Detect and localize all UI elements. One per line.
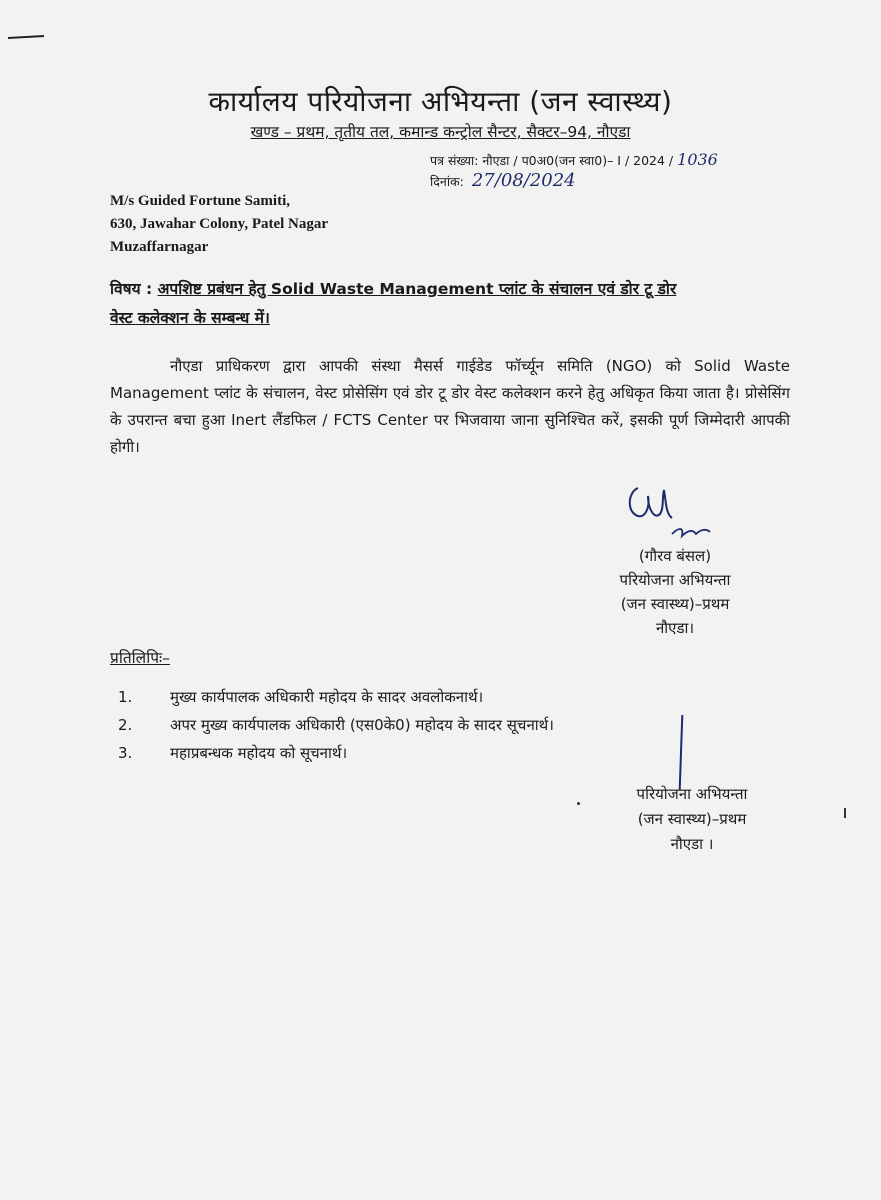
body-paragraph-block xyxy=(110,353,790,461)
ink-tick xyxy=(844,808,846,818)
subject-block xyxy=(110,275,790,333)
office-title: कार्यालय परियोजना अभियन्ता (जन स्वास्थ्य) xyxy=(208,85,673,118)
letter-number xyxy=(430,150,718,169)
signatory-city: नौएडा। xyxy=(655,619,695,637)
letter-number-handwritten: 1036 xyxy=(677,150,718,169)
date-handwritten: 27/08/2024 xyxy=(471,170,576,191)
list-item: 1. मुख्य कार्यपालक अधिकारी महोदय के सादर अवलोकनार्थ। xyxy=(118,688,484,706)
footer-city: नौएडा । xyxy=(670,835,714,853)
footer-department: (जन स्वास्थ्य)–प्रथम xyxy=(637,810,747,828)
copy-to-list xyxy=(118,683,554,767)
signatory-block xyxy=(590,544,760,640)
addressee-block xyxy=(110,190,328,259)
footer-designation: परियोजना अभियन्ता xyxy=(636,785,748,803)
addressee-line: Muzaffarnagar xyxy=(110,239,209,255)
letter-date xyxy=(430,170,576,191)
subject-text-line2: वेस्ट कलेक्शन के सम्बन्ध में। xyxy=(110,309,270,327)
ink-dot xyxy=(577,802,580,805)
signatory-name: (गौरव बंसल) xyxy=(638,547,712,565)
copy-to-heading: प्रतिलिपिः– xyxy=(110,649,170,667)
subject-label: विषय : xyxy=(110,280,153,298)
addressee-line: M/s Guided Fortune Samiti, xyxy=(110,193,291,209)
subject-text-line1: अपशिष्ट प्रबंधन हेतु Solid Waste Management प्लांट के संचालन एवं डोर टू डोर xyxy=(157,280,677,298)
footer-signatory-block xyxy=(602,782,782,857)
body-paragraph: नौएडा प्राधिकरण द्वारा आपकी संस्था मैसर्स गाईडेड फॉर्च्यून समिति (NGO) को Solid Waste Management प्लांट के संचालन, वेस्ट प्रोसेसिंग एवं डोर टू डोर वेस्ट कलेक्शन करने हेतु अधिकृत किया जाता है। प्रोसेसिंग के उपरान्त बचा हुआ Inert लैंडफिल / FCTS Center पर भिजवाया जाना सुनिश्चित करें, इसकी पूर्ण जिम्मेदारी आपकी होगी। xyxy=(110,357,790,456)
signature-scribble xyxy=(620,478,720,548)
corner-pen-mark xyxy=(8,35,44,39)
addressee-line: 630, Jawahar Colony, Patel Nagar xyxy=(110,216,329,232)
list-item: 2. अपर मुख्य कार्यपालक अधिकारी (एस0के0) महोदय के सादर सूचनार्थ। xyxy=(118,716,554,734)
signatory-department: (जन स्वास्थ्य)–प्रथम xyxy=(620,595,730,613)
list-item: 3. महाप्रबन्धक महोदय को सूचनार्थ। xyxy=(118,744,348,762)
office-address: खण्ड – प्रथम, तृतीय तल, कमान्ड कन्ट्रोल सैन्टर, सैक्टर–94, नौएडा xyxy=(250,123,631,141)
signatory-designation: परियोजना अभियन्ता xyxy=(619,571,731,589)
letter-number-label: पत्र संख्या: नौएडा / प0अ0(जन स्वा0)– I / 2024 / xyxy=(430,153,674,168)
date-label: दिनांक: xyxy=(430,174,464,189)
initial-stroke xyxy=(679,715,684,790)
